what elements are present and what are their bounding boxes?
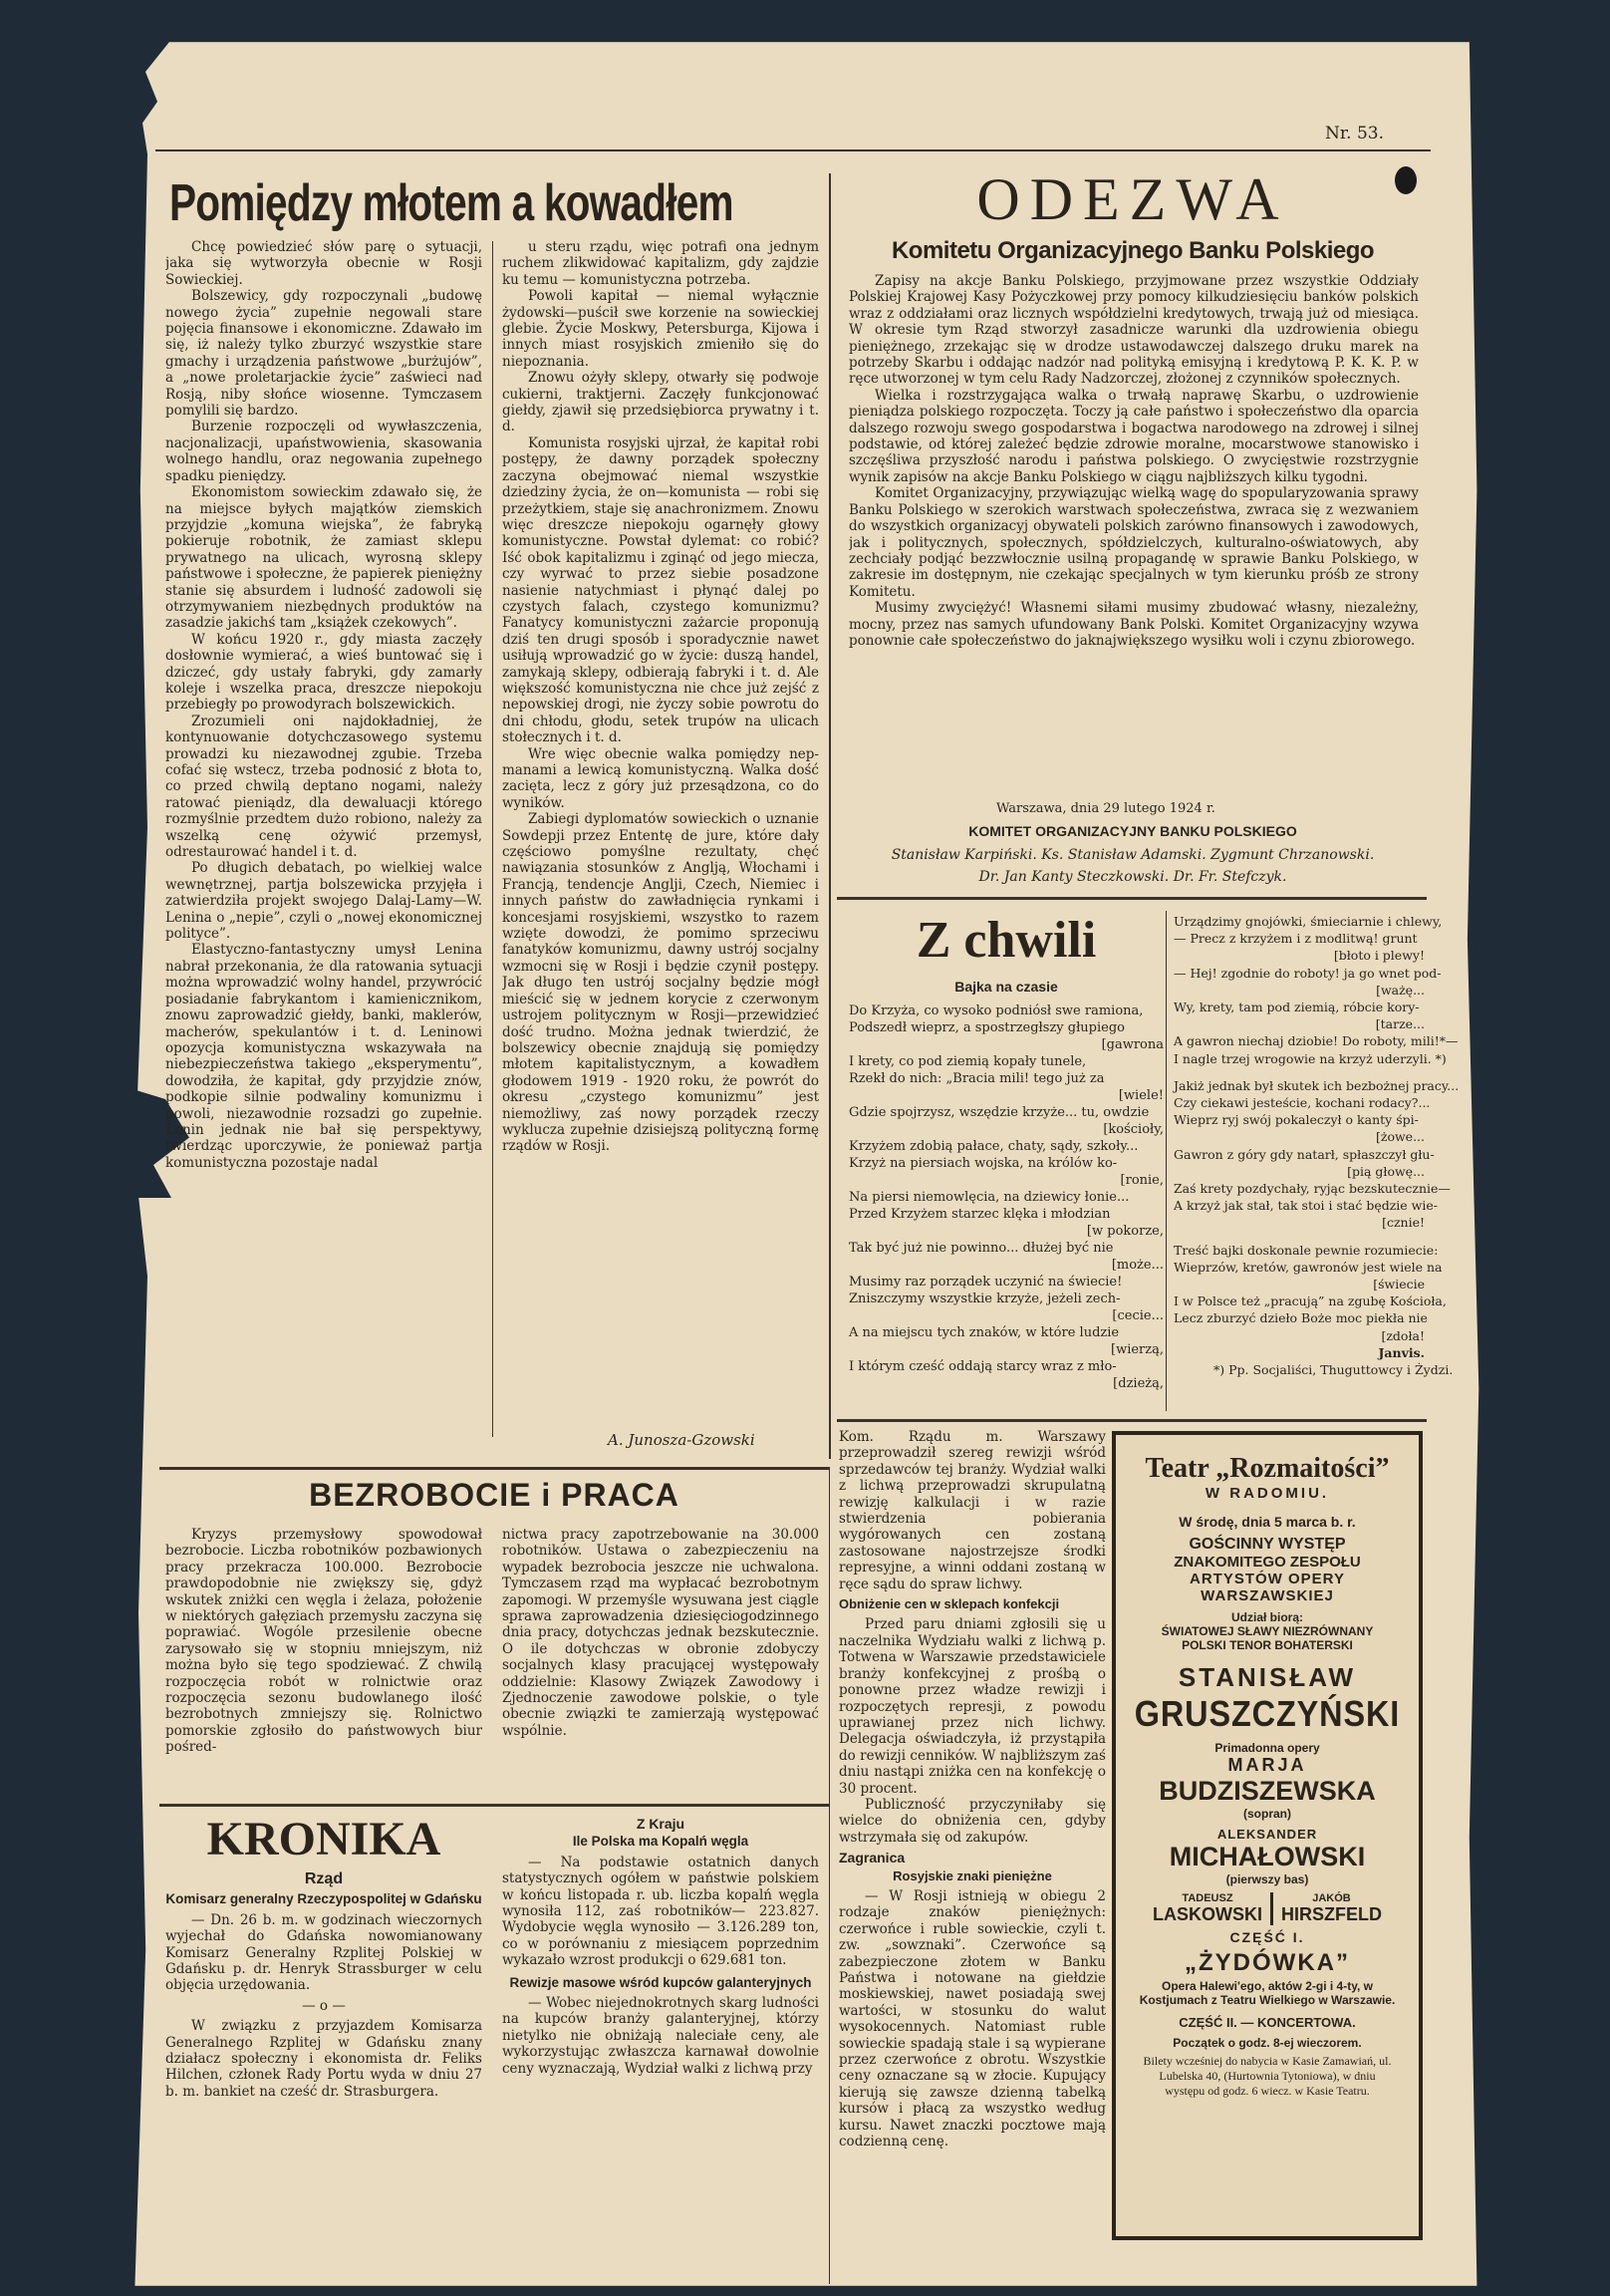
article-paragraph: Bolszewicy, gdy rozpoczynali „budowę nowego życia” zupełnie negowali stare pojęcia finansowe i ekonomiczne. Zdawało im się, iż należy tylko zburzyć wszystkie stare gmachy i urządzenia państwowe „burżujów”, a „nowe proletarjackie życie” zaświeci nad Rosją, niby słońce wiosenne. Tymczasem pomylili się bardzo. — [165, 288, 482, 420]
article-paragraph: Komunista rosyjski ujrzał, że kapitał robi postępy, że dawny porządek społeczny zaczyna obejmować niemal wszystkie dziedziny życia, że on—komunista — robi się przeżytkiem, staje się anachronizmem. Znowu więc dreszcze niepokoju ogarnęły głowy komunistyczne. Powstał dylemat: co robić? Iść obok kapitalizmu i zginąć od jego miecza, czy wyrwać to przez siebie posadzone nasienie natychmiast i płynąć dalej po czystych falach, czystego komunizmu? Fanatycy komunistyczni zażarcie proponują dziś ten drugi sposób i sporadycznie nawet usiłują wprowadzić go w życie: duszą handel, zamykają sklepy, odbierają fabryki i t. d. Ale większość komunistyczna nie chce już zejść z nepowskiej drogi, nie życzy sobie powrotu do dni chłodu, głodu, setek trupów na ulicach stołecznych i t. d. — [502, 434, 819, 746]
kronika-column-2 — [502, 1816, 819, 2280]
odezwa-paragraph: Komitet Organizacyjny, przywiązując wielką wagę do spopularyzowania sprawy Banku Polskiego w szerokich warstwach społeczeństwa, zwraca się z wezwaniem do wszystkich organizacyj obywateli polskich zarówno finansowych i zawodowych, jak i politycznych, społecznych, spółdzielczych, kulturalno-oświatowych, aby zechciały podjąć bezzwłocznie usilną propagandę w sprawie Banku Polskiego, w zakresie im dostępnym, nie czekając specjalnych w tym kierunku próśb ze strony Komitetu. — [849, 485, 1419, 600]
news-paragraph: — Na podstawie ostatnich danych statystycznych ogółem w państwie polskiem w końcu listopada r. ub. liczba kopalń węgla wynosiła 112, zaś robotników— 223.827. Wydobycie węgla wynosiło — 3.126.289 ton, co w porównaniu z miesiącem poprzednim wykazało wzrost produkcji o 629.681 ton. — [502, 1854, 819, 1969]
article-paragraph: u steru rządu, więc potrafi ona jednym ruchem zlikwidować kapitalizm, gdy zajdzie ku temu — komunistyczna potrzeba. — [502, 239, 819, 288]
bezrobocie-column-2 — [502, 1527, 819, 1786]
poem-line: Wieprzów, kretów, gawronów jest wiele na — [1174, 1259, 1443, 1275]
section-rule — [829, 173, 831, 1459]
ad-line: Początek o godz. 8-ej wieczorem. — [1173, 2036, 1362, 2050]
poem-line: Jakiż jednak był skutek ich bezbożnej pracy... — [1174, 1077, 1460, 1093]
poem-line: Urządzimy gnojówki, śmieciarnie i chlewy, — [1174, 914, 1443, 929]
poem-line: [świecie — [1373, 1277, 1425, 1292]
ad-performer — [1145, 1892, 1273, 1925]
poem-line: Na piersi niemowlęcia, na dziewicy łonie... — [849, 1190, 1130, 1205]
ad-performer-surname: BUDZISZEWSKA — [1159, 1776, 1376, 1806]
separator: — o — — [302, 1997, 346, 2014]
article-paragraph: Znowu ożyły sklepy, otwarły się podwoje cukierni, traktjerni. Zaczęły funkcjonować giełdy, zjawił się przedsiębiorca prywatny i t. d. — [502, 370, 819, 435]
news-paragraph: W związku z przyjazdem Komisarza Generalnego Rzplitej w Gdańsku znany działacz społeczny i ekonomista dr. Feliks Hilchen, członek Rady Portu wyda w dniu 27 b. m. bankiet na cześć dr. Strasburgera. — [165, 2018, 482, 2100]
poem-line: [ronie, — [1120, 1173, 1164, 1188]
news-paragraph: — Dn. 26 b. m. w godzinach wieczornych wyjechał do Gdańska nowomianowany Komisarz Generalny Rzplitej Polskiej w Gdańsku p. dr. Henryk Strassburger w celu objęcia urzędowania. — [165, 1911, 482, 1994]
poem-left — [849, 1003, 1164, 1392]
poem-line: Czy ciekawi jesteście, kochani rodacy?... — [1174, 1095, 1431, 1111]
poem-line: [pią głowę... — [1347, 1163, 1425, 1179]
ad-performer-surname: GRUSZCZYŃSKI — [1134, 1693, 1401, 1734]
article-paragraph: Ekonomistom sowieckim zdawało się, że na miejsce byłych majątków ziemskich przyjdzie „komuna wiejska”, że fabryką pokieruje robotnik, że zamiast sklepu prywatnego na ulicach, wyrosną sklepy państwowe i społeczne, że papierek pieniężny stanie się absurdem i ludność zadowoli się otrzymywaniem niezbędnych produktów na zasadzie jakichś tam „książek czekowych”. — [165, 484, 482, 632]
news-paragraph: — Wobec niejednokrotnych skarg ludności na kupców branży galanteryjnej, którzy nietylko nie obniżają naleciałe ceny, ale wykorzystując zwłaszcza karnawał dowolnie ceny wyznaczają, Wydział walki z lichwą przy — [502, 1995, 819, 2077]
article-paragraph: Po długich debatach, po wielkiej walce wewnętrznej, partja bolszewicka przyjęła i zatwierdziła projekt swojego Dalaj-Lamy—W. Lenina o „nepie”, czyli o „nowej ekonomicznej polityce”. — [165, 860, 482, 943]
odezwa-title: ODEZWA — [976, 166, 1289, 232]
poem-line: I nagle trzej wrogowie na krzyż uderzyli. *) — [1174, 1050, 1447, 1066]
poem-line: I w Polsce też „pracują” na zgubę Kościoła, — [1174, 1293, 1447, 1309]
poem-line: — Hej! zgodnie do roboty! ja go wnet pod- — [1174, 965, 1442, 981]
poem-line: Gdzie spojrzysz, wszędzie krzyże... tu, owdzie — [849, 1105, 1150, 1120]
poem-line: Tak być już nie powinno... dłużej być nie — [849, 1241, 1114, 1256]
poem-line: Krzyżem zdobią pałace, chaty, sądy, szkoły... — [849, 1139, 1139, 1154]
ad-line: Opera Halewi'ego, aktów 2-gi i 4-ty, w Kostjumach z Teatru Wielkiego w Warszawie. — [1139, 1979, 1396, 2007]
column-rule — [492, 241, 493, 1437]
poem-line: Krzyż na piersiach wojska, na królów ko- — [849, 1156, 1118, 1171]
news-paragraph: Publiczność przyczyniłaby się wielce do obniżenia cen, gdyby wstrzymała się od zakupów. — [839, 1796, 1106, 1846]
poem-line: [tarze... — [1375, 1016, 1425, 1032]
poem-line: Gawron z góry gdy natarł, spłaszczył głu- — [1174, 1146, 1435, 1162]
bezrobocie-title: BEZROBOCIE i PRACA — [309, 1477, 679, 1513]
zchwili-title: Z chwili — [916, 912, 1097, 969]
ad-theater-name: Teatr „Rozmaitości” — [1145, 1453, 1390, 1484]
ad-performer-first-name: TADEUSZ — [1182, 1892, 1233, 1904]
poem-line: [żowe... — [1375, 1129, 1425, 1145]
ad-line: POLSKI TENOR BOHATERSKI — [1182, 1638, 1353, 1652]
article-paragraph: Burzenie rozpoczęli od wywłaszczenia, nacjonalizacji, upaństwowienia, skasowania wolnego handlu, oraz negowania zupełnego spadku pieniędzy. — [165, 419, 482, 484]
theater-advertisement — [1112, 1431, 1423, 2240]
news-heading: Ile Polska ma Kopalń węgla — [572, 1834, 749, 1850]
poem-line: [błoto i plewy! — [1333, 948, 1425, 964]
poem-line: Lecz zburzyć dzieło Boże moc piekła nie — [1174, 1310, 1428, 1326]
zchwili-subtitle: Bajka na czasie — [954, 979, 1058, 995]
poem-line: A na miejscu tych znaków, w które ludzie — [849, 1325, 1120, 1340]
ad-date: W środę, dnia 5 marca b. r. — [1179, 1514, 1356, 1530]
top-rule — [155, 149, 1431, 151]
section-rule — [837, 897, 1427, 900]
ad-city: W RADOMIU. — [1205, 1485, 1330, 1502]
ad-line: (sopran) — [1243, 1807, 1291, 1821]
article-paragraph: Powoli kapitał — niemal wyłącznie żydowski—puścił swe korzenie na sowieckiej glebie. Życie Moskwy, Petersburga, Kijowa i innych miast rosyjskich zmieniło się do niepoznania. — [502, 288, 819, 370]
ad-line: Primadonna opery — [1214, 1741, 1320, 1755]
kronika-column-1 — [165, 1871, 482, 2280]
poem-line: — Precz z krzyżem i z modlitwą! grunt — [1174, 931, 1418, 947]
poem-line: Podszedł wieprz, a spostrzegłszy głupiego — [849, 1020, 1125, 1035]
poem-line: [cecie... — [1112, 1308, 1164, 1323]
section-rule — [159, 1804, 829, 1807]
article-paragraph: Zrozumieli oni najdokładniej, że kontynuowanie dotychczasowego systemu prowadzi ku niezawodnej zgubie. Trzeba cofać się wstecz, trzeba podnosić z błota to, co przed chwilą deptano nogami, należy ratować pieniądz, dla dewaluacji którego rozmyślnie przedtem dużo robiono, należy za wszelką cenę ożywić przemysł, odrestaurować handel i t. d. — [165, 713, 482, 861]
section-rule — [837, 1419, 1427, 1422]
ad-performer-first-name: ALEKSANDER — [1216, 1827, 1318, 1842]
poem-line: [ważę... — [1376, 982, 1425, 998]
poem-line: [dzieżą, — [1113, 1376, 1164, 1391]
ad-line: ŚWIATOWEJ SŁAWY NIEZRÓWNANY — [1161, 1624, 1374, 1638]
ad-opera-title: „ŻYDÓWKA” — [1185, 1949, 1350, 1976]
poem-line: [kościoły, — [1103, 1122, 1164, 1137]
poem-line: A gawron niechaj dziobie! Do roboty, mili!*— — [1174, 1033, 1459, 1049]
poem-line: [wierzą, — [1111, 1342, 1164, 1357]
ad-tickets-info: Bilety wcześniej do nabycia w Kasie Zamawiań, ul. Lubelska 40, (Hurtownia Tytoniowa), w dniu występu od godz. 6 wiecz. w Kasie Teatru. — [1143, 2054, 1392, 2098]
poem-footnote: *) Pp. Socjaliści, Thuguttowcy i Żydzi. — [1213, 1362, 1454, 1378]
article-title: Pomiędzy młotem a kowadłem — [169, 174, 733, 232]
ad-line: Udział biorą: — [1230, 1610, 1303, 1624]
section-heading: Rząd — [304, 1871, 344, 1887]
odezwa-paragraph: Musimy zwyciężyć! Własnemi siłami musimy zbudować własny, niezależny, mocny, przez nas samych ufundowany Bank Polski. Komitet Organizacyjny wzywa ponownie całe społeczeństwo do jaknajwiększego wysiłku woli i czynu zbiorowego. — [849, 600, 1419, 649]
news-heading: Obniżenie cen w sklepach konfekcji — [839, 1596, 1060, 1612]
article-paragraph: nictwa pracy zapotrzebowanie na 30.000 robotników. Ustawa o zabezpieczeniu na wypadek bezrobocia jeszcze nie uchwalona. Tymczasem rząd ma wypłacać bezrobotnym zapomogi. W przemyśle wysuwana jest ciągle sprawa zaprowadzenia dziesięciogodzinnego dnia pracy, dotychczas jednak bezskutecznie. O ile dotychczas w obronie zdobyczy socjalnych klasy pracującej występowały oddzielnie: Klasowy Związek Zawodowy i Zjednoczenie zawodowe polskie, o tyle obecnie związki te zamierzają występować wspólnie. — [502, 1527, 819, 1739]
ad-performer-surname: MICHAŁOWSKI — [1169, 1842, 1366, 1871]
poem-line: Musimy raz porządek uczynić na świecie! — [849, 1275, 1123, 1290]
poem-line: Rzekł do nich: „Bracia mili! tego już za — [849, 1071, 1105, 1086]
news-heading: Komisarz generalny Rzeczypospolitej w Gdańsku — [165, 1891, 482, 1907]
article-column-1 — [165, 239, 482, 1455]
ad-performer-pair — [1116, 1892, 1419, 1925]
news-paragraph: Przed paru dniami zgłosili się u naczelnika Wydziału walki z lichwą p. Totwena w Warszawie przedstawiciele branży konfekcyjnej z prośbą o ponowne przez władze rewizji i rozpoczętych represji, z powodu uprawianej przez nich lichwy. Delegacja oświadczyła, iż przystąpiła do rewizji cenników. W najbliższym zaś dniu nastąpi zniżka cen na konfekcję o 30 procent. — [839, 1616, 1106, 1797]
ad-line: (pierwszy bas) — [1225, 1872, 1309, 1886]
odezwa-signers: Stanisław Karpiński. Ks. Stanisław Adamski. Zygmunt Chrzanowski. — [891, 847, 1375, 863]
poem-line: [cznie! — [1382, 1215, 1425, 1231]
news-paragraph: — W Rosji istnieją w obiegu 2 rodzaje znaków pieniężnych: czerwońce i ruble sowieckie, czyli t. zw. „sowznaki”. Czerwońce są zabezpieczone złotem w Banku Państwa i notowane na giełdzie moskiewskiej, nawet posiadają swej wartości, w stosunku do walut wysokocennych. Natomiast ruble sowieckie spadają stale i są wypierane przez czerwońce z obrotu. Wszystkie ceny oznaczane są w złocie. Kupujący kierują się zawsze dzienną tabelką kursów i płacą za wszystko według kursu. Nawet znaczki pocztowe mają codzienną cenę. — [839, 1887, 1106, 2151]
news-heading: Rewizje masowe wśród kupców galanteryjnych — [509, 1974, 812, 1990]
poem-line: [wiele! — [1118, 1088, 1164, 1103]
ad-line: ARTYSTÓW OPERY — [1190, 1571, 1345, 1587]
article-paragraph: W końcu 1920 r., gdy miasta zaczęły dosłownie wymierać, a wieś buntować się i dziczeć, gdy ustały fabryki, gdy zamarły koleje i wszelka praca, dreszcze niepokoju przebiegły po prowodyrach bolszewickich. — [165, 631, 482, 714]
article-paragraph: Kryzys przemysłowy spowodował bezrobocie. Liczba robotników pozbawionych pracy przekracza 100.000. Bezrobocie prawdopodobnie nie zwiększy się, gdyż wskutek zniżki cen węgla i żelaza, położenie w niektórych gałęziach przemysłu zaczyna się poprawiać. Wogóle przesilenie obecne zarysowało się w stopniu mniejszym, niż można było się tego spodziewać. Z chwilą rozpoczęcia robót w rolnictwie oraz rozpoczęcia sezonu budowlanego ilość bezrobotnych zmniejszy się. Rolnictwo pomorskie zgłosiło do państwowych biur pośred- — [165, 1527, 482, 1756]
ad-line: CZĘŚĆ II. — KONCERTOWA. — [1179, 2015, 1356, 2030]
ad-line: GOŚCINNY WYSTĘP — [1189, 1536, 1346, 1553]
article-paragraph: Chcę powiedzieć słów parę o sytuacji, jaka się wytworzyła obecnie w Rosji Sowieckiej. — [165, 239, 482, 288]
ad-line: ZNAKOMITEGO ZESPOŁU — [1174, 1554, 1361, 1571]
newspaper-page — [130, 42, 1484, 2286]
news-paragraph: Kom. Rządu m. Warszawy przeprowadził szereg rewizji wśród sprzedawców tej branży. Wydział walki z lichwą przeprowadzi skrupulatną rewizję kalkulacji i w razie stwierdzenia pobierania wygórowanych cen zostaną zastosowane najostrzejsze środki represyjne, a winni oddani zostaną w ręce sądu do spraw lichwy. — [839, 1429, 1106, 1592]
odezwa-paragraph: Wielka i rozstrzygająca walka o trwałą naprawę Skarbu, o uzdrowienie pieniądza polskiego rozpoczęta. Toczy ją całe państwo i społeczeństwo dla oparcia dalszego rozwoju swego gospodarstwa i bogactwa narodowego na zdrowej i silnej podstawie, od której zależeć będzie zdrowie moralne, mocarstwowe stanowisko i szczęśliwa przyszłość narodu i państwa polskiego. O zwycięstwie rozstrzygnie wynik zapisów na akcje Banku Polskiego w ciągu najbliższych kilku tygodni. — [849, 387, 1419, 485]
poem-right — [1174, 913, 1460, 1378]
poem-line: [może... — [1111, 1258, 1164, 1273]
column-rule — [829, 1467, 830, 2284]
article-paragraph: Wre więc obecnie walka pomiędzy nep-manami a lewicą komunistyczną. Walka dość zacięta, lecz z góry już przesądzona, co do wyników. — [502, 745, 819, 811]
poem-line: Zaś krety pozdychały, ryjąc bezskutecznie— — [1174, 1181, 1451, 1197]
poem-line: [w pokorze, — [1086, 1224, 1164, 1239]
odezwa-body — [849, 273, 1419, 781]
article-paragraph: Elastyczno-fantastyczny umysł Lenina nabrał przekonania, że dla ratowania sytuacji można wprowadzić wolny handel, przywrócić posiadanie fabrykantom i kamienicznikom, znowu zaprowadzić giełdy, banki, maklerów, macherów, spekulantów i t. d. Leninowi opozycja komunistyczna wskazywała na niebezpieczeństwa takiego „eksperymentu”, dowodziła, że kapitał, gdy przyjdzie znów, podkopie silnie podwaliny komunizmu i powoli, niezawodnie rozsadzi go zupełnie. Lenin jednak nie bał się perspektywy, twierdząc uporczywie, że ponieważ partja komunistyczna pozostaje nadal — [165, 942, 482, 1171]
poem-line: [zdoła! — [1381, 1327, 1425, 1343]
odezwa-subtitle: Komitetu Organizacyjnego Banku Polskiego — [891, 237, 1375, 264]
poem-line: Przed Krzyżem starzec klęka i młodzian — [849, 1207, 1111, 1222]
poem-line: Wy, krety, tam pod ziemią, róbcie kory- — [1174, 1000, 1420, 1015]
odezwa-date: Warszawa, dnia 29 lutego 1924 r. — [996, 801, 1215, 816]
poem-line: Wieprz ryj swój pokaleczył o kanty śpi- — [1174, 1112, 1419, 1128]
ad-performer-surname: LASKOWSKI — [1153, 1904, 1262, 1924]
poem-line: [gawrona — [1101, 1037, 1164, 1052]
section-heading: Z Kraju — [636, 1816, 685, 1832]
odezwa-paragraph: Zapisy na akcje Banku Polskiego, przyjmowane przez wszystkie Oddziały Polskiej Krajowej Kasy Pożyczkowej przy pomocy kilkudziesięciu banków polskich wraz z oddziałami oraz licznych współdzielni kredytowych, trwają już od miesiąca. W okresie tym Rząd stworzył zasadnicze warunki dla uzdrowienia obiegu pieniężnego, zrzekając się w drodze ustawodawczej dalszego druku marek na potrzeby Skarbu i oddając nadzór nad polityką emisyjną i kredytową P. K. K. P. w ręce utworzonej w tym celu Rady Nadzorczej, złożonej z czynników społecznych. — [849, 273, 1419, 388]
section-heading: Zagranica — [839, 1850, 906, 1866]
article-paragraph: Zabiegi dyplomatów sowieckich o uznanie Sowdepji przez Ententę de jure, które dały częściowo pomyślne rezultaty, chęć nawiązania stosunków z Anglją, Włochami i Francją, tendencje Anglji, Czech, Niemiec i innych państw do zawładnięcia rynkami i koncesjami rosyjskiemi, wszystko to razem wzięte dowodzi, że pomimo sprzeciwu fanatyków komunizmu, dawny ustrój socjalny wzmocni się w Rosji i będzie czynił postępy. Jak długo ten ustrój socjalny będzie mógł mieścić się w jednem korycie z czerwonym ustrojem politycznym w Rosji—przewidzieć dość trudno. Można jednak twierdzić, że bolszewicy obecnie znajdują się pomiędzy młotem kapitalistycznym, a kowadłem głodowem 1919 - 1920 roku, że powrót do okresu „czystego komunizmu” jest niemożliwy, zaś nowy porządek rzeczy wyklucza zupełnie dzisiejszą polityczną formę rządów w Rosji. — [502, 811, 819, 1155]
article-author: A. Junosza-Gzowski — [608, 1431, 755, 1449]
news-column-3 — [839, 1429, 1106, 2280]
poem-line: I którym cześć oddają starcy wraz z mło- — [849, 1359, 1117, 1374]
poem-line: Treść bajki doskonale pewnie rozumiecie: — [1174, 1242, 1439, 1258]
ad-performer-surname: HIRSZFELD — [1281, 1904, 1382, 1924]
kronika-title: KRONIKA — [206, 1813, 441, 1866]
ad-performer — [1273, 1892, 1390, 1925]
ad-line: CZĘŚĆ I. — [1229, 1929, 1305, 1945]
bezrobocie-column-1 — [165, 1527, 482, 1786]
news-heading: Rosyjskie znaki pieniężne — [893, 1867, 1052, 1883]
poem-signature: Janvis. — [1378, 1344, 1425, 1360]
odezwa-committee: KOMITET ORGANIZACYJNY BANKU POLSKIEGO — [968, 823, 1297, 839]
torn-edge-right — [1447, 42, 1484, 2286]
ad-performer-first-name: JAKÓB — [1312, 1892, 1351, 1904]
article-column-2 — [502, 239, 819, 1425]
issue-number: Nr. 53. — [1325, 124, 1384, 144]
poem-line: A krzyż jak stał, tak stoi i stać będzie wie- — [1174, 1198, 1438, 1214]
odezwa-signers: Dr. Jan Kanty Steczkowski. Dr. Fr. Stefczyk. — [978, 869, 1287, 885]
ad-line: WARSZAWSKIEJ — [1201, 1587, 1334, 1604]
section-rule — [159, 1467, 829, 1470]
poem-line: Zniszczymy wszystkie krzyże, jeżeli zech- — [849, 1292, 1121, 1306]
poem-line: Do Krzyża, co wysoko podniósł swe ramiona, — [849, 1004, 1144, 1018]
ad-performer-first-name: MARJA — [1227, 1755, 1307, 1775]
ad-performer-first-name: STANISŁAW — [1178, 1662, 1357, 1692]
poem-line: I krety, co pod ziemią kopały tunele, — [849, 1054, 1087, 1069]
column-rule — [1166, 911, 1167, 1411]
